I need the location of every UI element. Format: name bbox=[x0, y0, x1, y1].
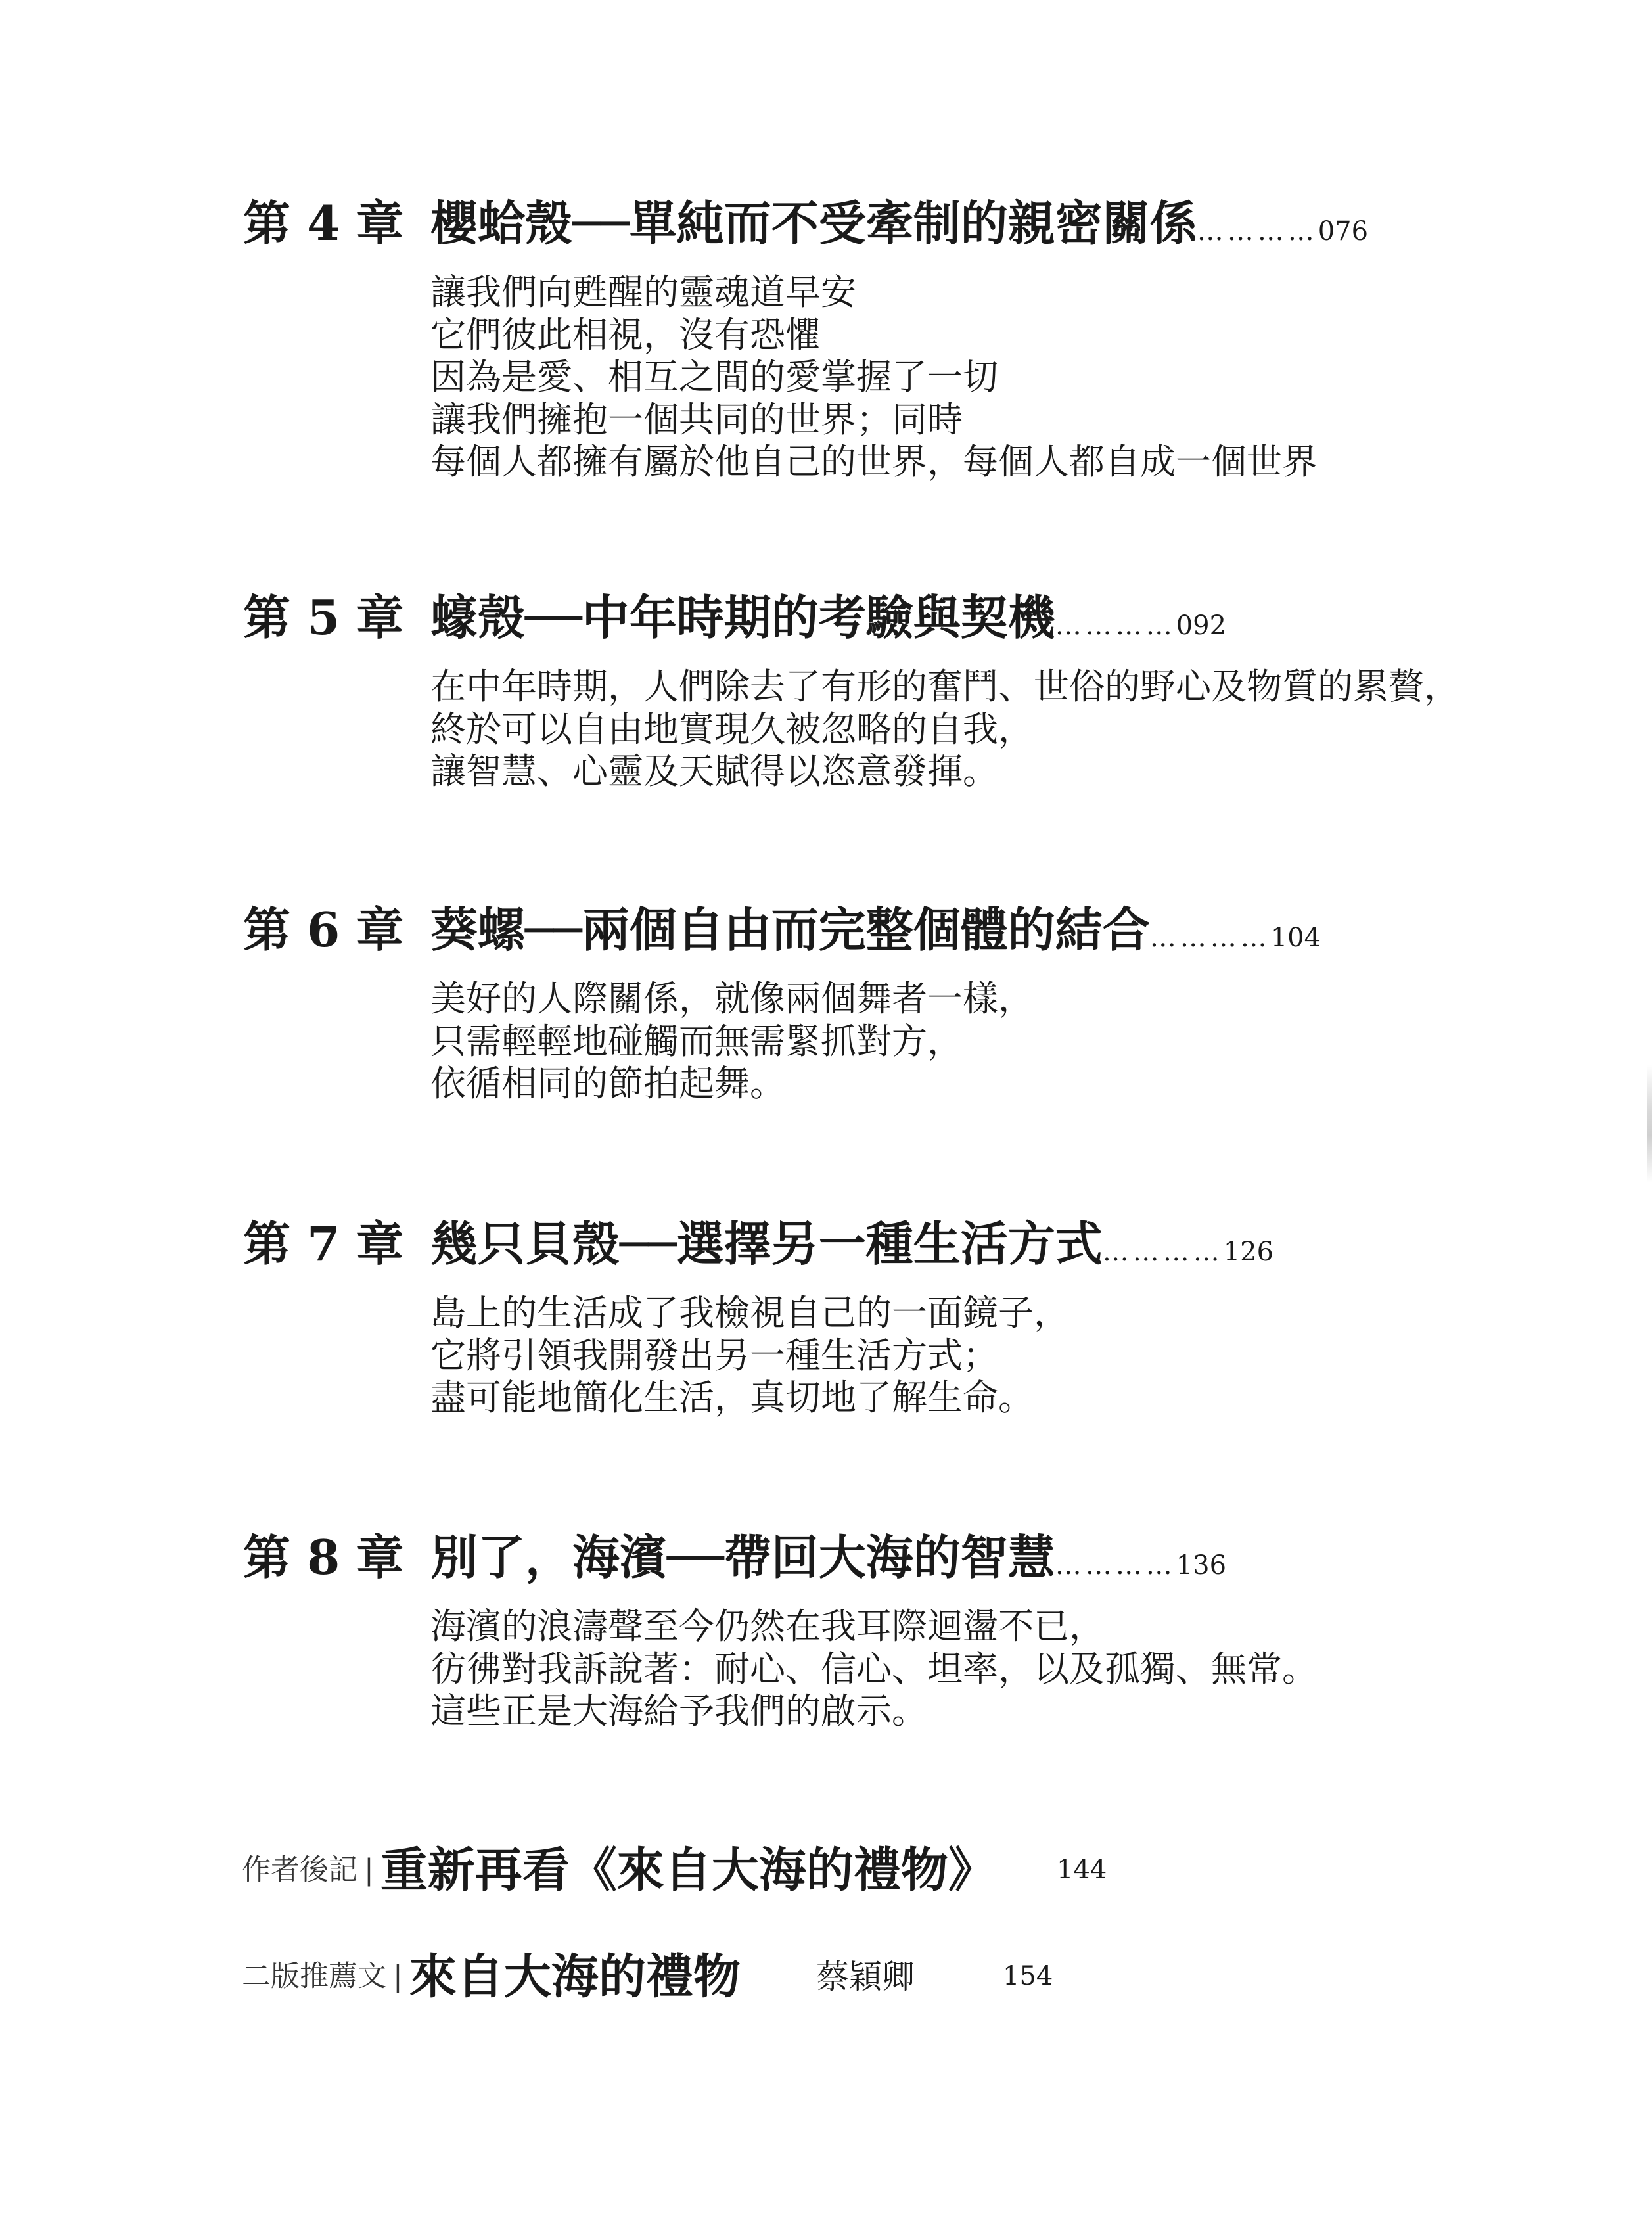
chapter-description bbox=[430, 978, 1034, 1105]
chapter-number: 第 6 章 bbox=[243, 902, 404, 958]
page-number: 092 bbox=[1176, 611, 1227, 641]
description-line: 讓我們擁抱一個共同的世界；同時 bbox=[430, 398, 963, 440]
description-line: 讓我們向甦醒的靈魂道早安 bbox=[430, 271, 856, 313]
chapter-number: 第 8 章 bbox=[243, 1529, 404, 1585]
description-line: 依循相同的節拍起舞。 bbox=[430, 1063, 785, 1104]
chapter-title: 別了，海濱──帶回大海的智慧 bbox=[430, 1529, 1055, 1585]
chapter-heading bbox=[243, 1528, 1226, 1587]
page-number: 144 bbox=[1057, 1855, 1107, 1885]
description-line: 終於可以自由地實現久被忽略的自我， bbox=[430, 708, 1034, 750]
description-line: 讓智慧、心靈及天賦得以恣意發揮。 bbox=[430, 751, 998, 792]
chapter-description bbox=[430, 271, 1318, 484]
afterword-entry bbox=[242, 1840, 1107, 1899]
chapter-title: 幾只貝殼──選擇另一種生活方式 bbox=[430, 1216, 1103, 1272]
chapter-number: 第 7 章 bbox=[243, 1216, 404, 1272]
separator-bar: | bbox=[393, 1959, 403, 1993]
dot-leader: ………… bbox=[1055, 1550, 1176, 1581]
recommendation-entry bbox=[242, 1947, 1053, 2006]
chapter-heading bbox=[243, 194, 1368, 253]
description-line: 盡可能地簡化生活，真切地了解生命。 bbox=[430, 1377, 1034, 1418]
description-line: 海濱的浪濤聲至今仍然在我耳際迴盪不已， bbox=[430, 1606, 1105, 1647]
description-line: 因為是愛、相互之間的愛掌握了一切 bbox=[430, 356, 998, 398]
scan-edge-mark bbox=[1647, 1065, 1652, 1183]
dot-leader: ………… bbox=[1102, 1237, 1224, 1267]
recommendation-title: 來自大海的禮物 bbox=[409, 1948, 741, 2004]
description-line: 它們彼此相視，沒有恐懼 bbox=[430, 313, 821, 356]
chapter-number: 第 5 章 bbox=[243, 590, 404, 645]
page-number: 076 bbox=[1318, 216, 1369, 246]
afterword-label: 作者後記 bbox=[242, 1853, 357, 1887]
description-line: 每個人都擁有屬於他自己的世界，每個人都自成一個世界 bbox=[430, 441, 1318, 482]
afterword-title: 重新再看《來自大海的禮物》 bbox=[380, 1841, 996, 1898]
description-line: 只需輕輕地碰觸而無需緊抓對方， bbox=[430, 1020, 963, 1062]
description-line: 島上的生活成了我檢視自己的一面鏡子， bbox=[430, 1292, 1069, 1333]
description-line: 它將引領我開發出另一種生活方式； bbox=[430, 1334, 998, 1376]
chapter-description bbox=[430, 1606, 1318, 1733]
chapter-number: 第 4 章 bbox=[243, 195, 404, 251]
chapter-description bbox=[430, 666, 1459, 793]
page-number: 136 bbox=[1176, 1550, 1227, 1581]
chapter-description bbox=[430, 1292, 1069, 1420]
recommendation-author: 蔡穎卿 bbox=[815, 1957, 915, 1996]
chapter-title: 蠔殼──中年時期的考驗與契機 bbox=[430, 590, 1055, 645]
recommendation-label: 二版推薦文 bbox=[242, 1959, 386, 1993]
page-number: 154 bbox=[1003, 1961, 1053, 1991]
chapter-heading bbox=[243, 1214, 1273, 1274]
description-line: 彷彿對我訴說著：耐心、信心、坦率，以及孤獨、無常。 bbox=[430, 1648, 1318, 1690]
page-number: 104 bbox=[1270, 923, 1321, 953]
dot-leader: ………… bbox=[1055, 611, 1176, 641]
description-line: 這些正是大海給予我們的啟示。 bbox=[430, 1690, 927, 1732]
dot-leader: ………… bbox=[1197, 216, 1318, 246]
chapter-title: 葵螺──兩個自由而完整個體的結合 bbox=[430, 902, 1150, 958]
dot-leader: ………… bbox=[1149, 923, 1271, 953]
chapter-heading bbox=[243, 900, 1321, 960]
description-line: 在中年時期，人們除去了有形的奮鬥、世俗的野心及物質的累贅， bbox=[430, 666, 1459, 707]
chapter-title: 櫻蛤殼──單純而不受牽制的親密關係 bbox=[430, 195, 1197, 251]
chapter-heading bbox=[243, 588, 1226, 647]
separator-bar: | bbox=[364, 1853, 374, 1887]
page-number: 126 bbox=[1223, 1237, 1274, 1267]
description-line: 美好的人際關係，就像兩個舞者一樣， bbox=[430, 978, 1034, 1019]
